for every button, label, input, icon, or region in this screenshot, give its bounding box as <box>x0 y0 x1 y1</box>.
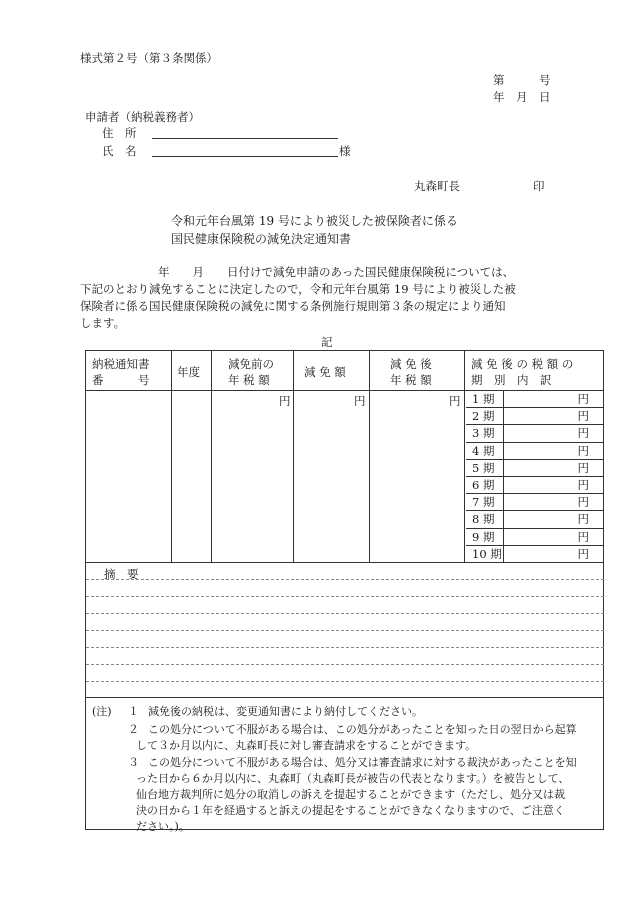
term-row <box>466 510 604 526</box>
yen-unit: 円 <box>577 546 589 561</box>
term-row <box>466 407 604 423</box>
term-row <box>466 390 604 406</box>
remarks-line <box>86 596 604 597</box>
yen-unit: 円 <box>577 495 589 510</box>
term-label: 5 期 <box>472 460 495 475</box>
note-3-number: ３ <box>128 756 139 769</box>
note-2-number: ２ <box>128 723 139 736</box>
body-line3: 保険者に係る国民健康保険税の減免に関する条例施行規則第３条の規定により通知 <box>80 299 506 313</box>
body-line2: 下記のとおり減免することに決定したので，令和元年台風第 19 号により被災した被 <box>80 282 516 296</box>
term-label: 2 期 <box>472 409 495 424</box>
term-label: 9 期 <box>472 529 495 544</box>
doc-title-line2: 国民健康保険税の減免決定通知書 <box>171 232 352 246</box>
header-fiscal-year: 年度 <box>177 365 200 379</box>
col-divider <box>293 350 294 562</box>
notes-divider <box>85 697 604 698</box>
note-2-line1: この処分について不服がある場合は、この処分があったことを知った日の翌日から起算 <box>148 723 577 736</box>
header-tax-notice-no-2: 番 号 <box>92 373 150 387</box>
remarks-line <box>86 647 604 648</box>
issue-date: 年 月 日 <box>493 90 551 104</box>
yen-unit: 円 <box>279 394 291 408</box>
body-line1: 年 月 日付けで減免申請のあった国民健康保険税については、 <box>158 265 515 279</box>
term-row <box>466 459 604 475</box>
applicant-title: 申請者（納税義務者） <box>85 110 200 124</box>
remarks-line <box>86 613 604 614</box>
term-label: 10 期 <box>472 546 502 561</box>
mayor-name: 丸森町長 <box>414 179 460 193</box>
term-row <box>466 424 604 440</box>
yen-unit: 円 <box>577 529 589 544</box>
note-3-line2: った日から６か月以内に、丸森町（丸森町長が被告の代表となります。）を被告として、 <box>136 772 570 785</box>
col-divider <box>464 350 465 562</box>
note-1: 減免後の納税は、変更通知書により納付してください。 <box>148 705 423 718</box>
remarks-line <box>86 681 604 682</box>
name-label: 氏 名 <box>102 144 137 158</box>
term-row <box>466 493 604 509</box>
remarks-line <box>86 630 604 631</box>
remarks-line <box>86 664 604 665</box>
address-label: 住 所 <box>102 126 137 140</box>
term-label: 1 期 <box>472 392 495 406</box>
yen-unit: 円 <box>577 392 589 406</box>
header-after-amount-2: 年 税 額 <box>390 373 432 387</box>
form-number: 様式第２号（第３条関係） <box>80 51 218 65</box>
note-1-number: １ <box>128 705 139 718</box>
term-label: 6 期 <box>472 478 495 492</box>
term-label: 3 期 <box>472 426 495 441</box>
term-row <box>466 442 604 458</box>
body-line4: します。 <box>80 316 126 330</box>
remarks-divider <box>85 562 604 563</box>
term-label: 4 期 <box>472 443 495 458</box>
yen-unit: 円 <box>354 394 366 408</box>
header-term-breakdown: 減 免 後 の 税 額 の <box>471 357 574 371</box>
header-after-amount: 減 免 後 <box>390 357 432 371</box>
header-term-breakdown-2: 期 別 内 訳 <box>471 373 552 387</box>
yen-unit: 円 <box>577 426 589 441</box>
note-2-line2: して３か月以内に、丸森町長に対し審査請求をすることができます。 <box>136 739 477 752</box>
col-divider <box>369 350 370 562</box>
header-before-amount: 減免前の <box>228 357 274 371</box>
header-tax-notice-no: 納税通知書 <box>92 357 150 371</box>
note-3-line5: ださい。)。 <box>136 820 190 833</box>
col-divider <box>171 350 172 562</box>
yen-unit: 円 <box>577 443 589 458</box>
address-field-line <box>152 138 338 139</box>
term-label: 8 期 <box>472 512 495 527</box>
term-row <box>466 528 604 544</box>
notes-prefix: (注) <box>92 705 112 718</box>
remarks-label: 摘 要 <box>104 567 139 581</box>
term-row <box>466 545 604 561</box>
honorific: 様 <box>339 144 351 158</box>
yen-unit: 円 <box>577 460 589 475</box>
name-field-line <box>152 156 338 157</box>
document-number: 第 号 <box>493 73 551 87</box>
yen-unit: 円 <box>449 394 461 408</box>
doc-title-line1: 令和元年台風第 19 号により被災した被保険者に係る <box>171 214 458 228</box>
term-row <box>466 476 604 492</box>
yen-unit: 円 <box>577 512 589 527</box>
yen-unit: 円 <box>577 478 589 492</box>
note-3-line3: 仙台地方裁判所に処分の取消しの訴えを提起することができます（ただし、処分又は裁 <box>136 788 565 801</box>
term-label: 7 期 <box>472 495 495 510</box>
seal-mark: 印 <box>533 179 545 193</box>
ki-heading: 記 <box>321 335 333 349</box>
yen-unit: 円 <box>577 409 589 424</box>
note-3-line4: 決の日から１年を経過すると訴えの提起をすることができなくなりますので、ご注意く <box>136 804 565 817</box>
col-divider <box>211 350 212 562</box>
remarks-line <box>86 579 604 580</box>
header-reduction-amount: 減 免 額 <box>304 365 346 379</box>
header-before-amount-2: 年 税 額 <box>228 373 270 387</box>
note-3-line1: この処分について不服がある場合は、処分又は審査請求に対する裁決があったことを知 <box>148 756 577 769</box>
